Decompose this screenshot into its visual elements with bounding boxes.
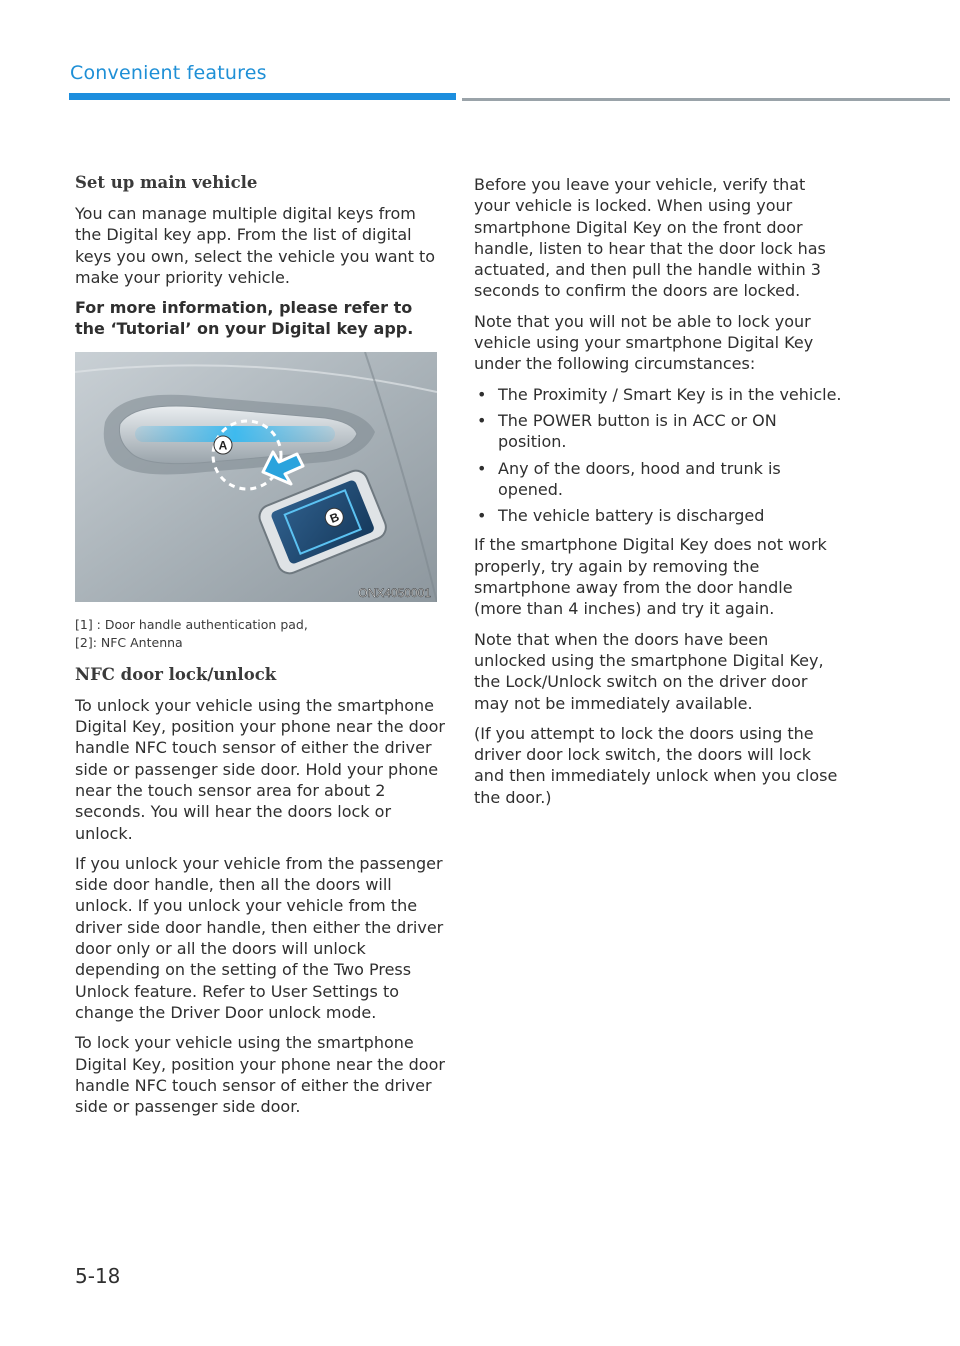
- bullet-icon: •: [477, 410, 487, 430]
- bullet-icon: •: [477, 384, 487, 404]
- caption-line: [2]: NFC Antenna: [75, 634, 183, 650]
- figure-caption: [75, 616, 445, 652]
- bullet-icon: •: [477, 458, 487, 478]
- door-handle-figure: [75, 352, 437, 602]
- figure-label-a: A: [218, 438, 228, 453]
- header-accent-rule: [69, 93, 456, 100]
- troubleshoot-paragraph: If the smartphone Digital Key does not work properly, try again by removing the smartphone away from the door handle (more than 4 inches) and try it again.: [474, 535, 827, 619]
- list-item: • The POWER button is in ACC or ON position.: [477, 410, 777, 452]
- figure-label-b: B: [327, 509, 342, 526]
- bullet-icon: •: [477, 506, 487, 526]
- nfc-paragraph: To unlock your vehicle using the smartphone Digital Key, position your phone near the door handle NFC touch sensor of either the driver side or passenger side door. Hold your phone near the touch sensor area for about 2 seconds. You will hear the doors lock or unlock.: [75, 695, 445, 843]
- setup-heading: Set up main vehicle: [75, 173, 258, 192]
- lock-switch-paragraph: Note that when the doors have been unlocked using the smartphone Digital Key, the Lock/Unlock switch on the driver door may not be immediately available.: [474, 629, 824, 713]
- left-column: [75, 170, 445, 1126]
- lock-verify-paragraph: Before you leave your vehicle, verify that your vehicle is locked. When using your smartphone Digital Key on the front door handle, listen to hear that the door lock has actuated, and then pull the handle within 3 seconds to confirm the doors are locked.: [474, 175, 826, 301]
- nfc-paragraph: To lock your vehicle using the smartphone Digital Key, position your phone near the door handle NFC touch sensor of either the driver side or passenger side door.: [75, 1033, 445, 1117]
- section-title: Convenient features: [70, 62, 267, 84]
- setup-reference: For more information, please refer to the ‘Tutorial’ on your Digital key app.: [75, 298, 414, 339]
- right-column: [474, 174, 844, 817]
- lock-switch-note: (If you attempt to lock the doors using the driver door lock switch, the doors will lock and then immediately unlock when you close the door.): [474, 723, 838, 807]
- page-number: 5-18: [75, 1264, 121, 1288]
- lock-limitations-paragraph: Note that you will not be able to lock your vehicle using your smartphone Digital Key under the following circumstances:: [474, 311, 814, 374]
- list-item: • The vehicle battery is discharged: [477, 506, 765, 526]
- list-item: • The Proximity / Smart Key is in the vehicle.: [477, 384, 842, 404]
- nfc-heading: NFC door lock/unlock: [75, 664, 277, 684]
- nfc-paragraph: If you unlock your vehicle from the passenger side door handle, then all the doors will unlock. If you unlock your vehicle from the driver side door handle, then either the driver door only or all the doors will unlock depending on the setting of the Two Press Unlock feature. Refer to User Settings to change the Driver Door unlock mode.: [75, 853, 444, 1022]
- figure-code: ONX4050001: [358, 585, 431, 600]
- setup-paragraph: You can manage multiple digital keys from the Digital key app. From the list of digital keys you own, select the vehicle you want to make your priority vehicle.: [75, 204, 436, 287]
- limitations-list: [474, 384, 844, 527]
- list-item: • Any of the doors, hood and trunk is opened.: [477, 458, 781, 499]
- door-handle-illustration: [75, 352, 437, 602]
- caption-line: [1] : Door handle authentication pad,: [75, 616, 308, 632]
- header-rule: [462, 98, 950, 101]
